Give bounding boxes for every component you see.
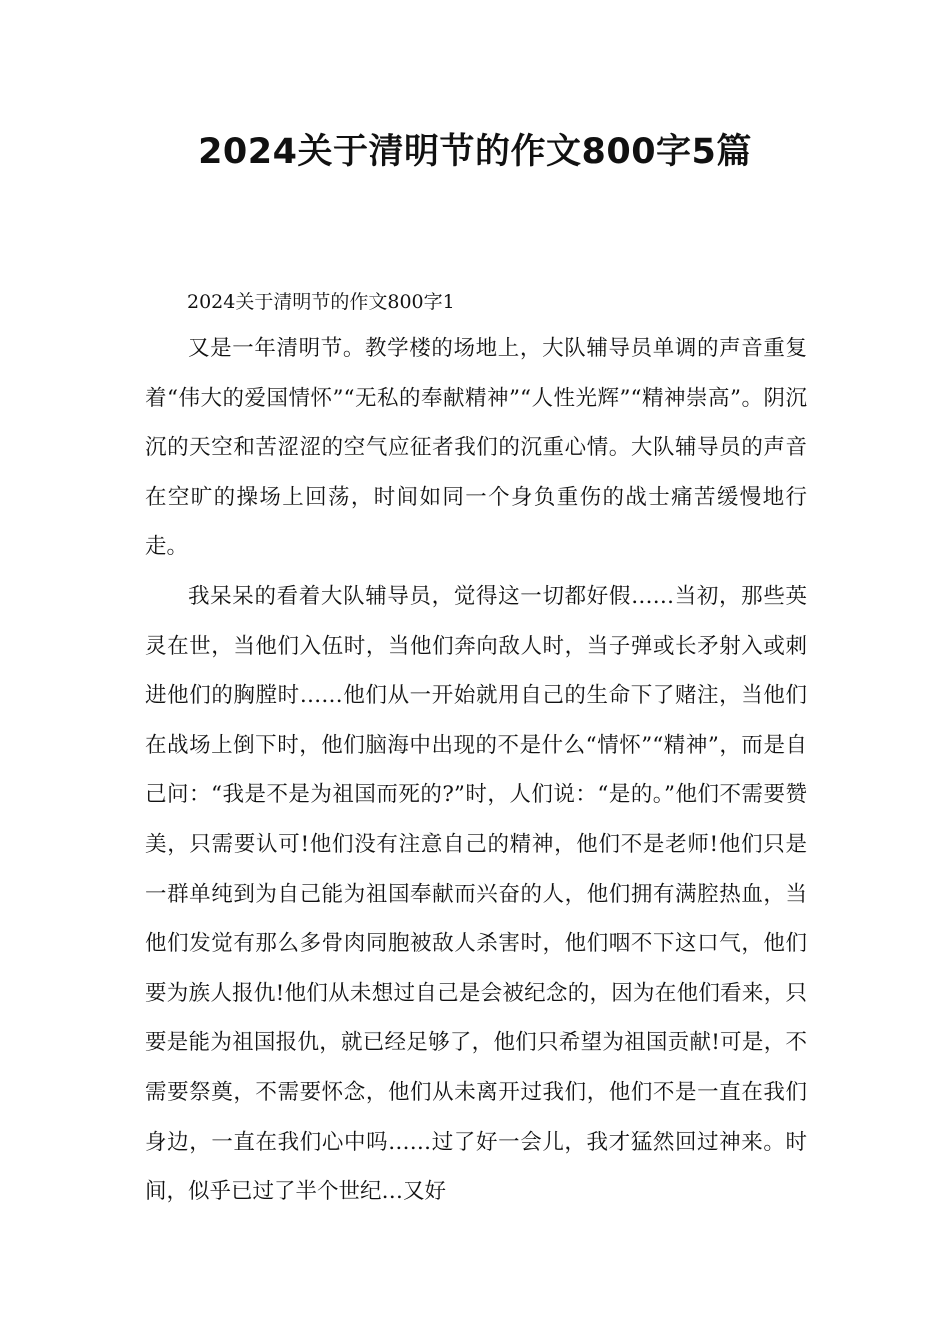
paragraph-2: 我呆呆的看着大队辅导员，觉得这一切都好假……当初，那些英灵在世，当他们入伍时，当他们奔向敌人时，当子弹或长矛射入或刺进他们的胸膛时……他们从一开始就用自己的生命下了赌注，当他们在战场上倒下时，他们脑海中出现的不是什么“情怀”“精神”，而是自己问：“我是不是为祖国而死的?”时，人们说：“是的。”他们不需要赞美，只需要认可!他们没有注意自己的精神，他们不是老师!他们只是一群单纯到为自己能为祖国奉献而兴奋的人，他们拥有满腔热血，当他们发觉有那么多骨肉同胞被敌人杀害时，他们咽不下这口气，他们要为族人报仇!他们从未想过自己是会被纪念的，因为在他们看来，只要是能为祖国报仇，就已经足够了，他们只希望为祖国贡献!可是，不需要祭奠，不需要怀念，他们从未离开过我们，他们不是一直在我们身边，一直在我们心中吗……过了好一会儿，我才猛然回过神来。时间，似乎已过了半个世纪…又好 [145,583,807,1205]
paragraph-1: 又是一年清明节。教学楼的场地上，大队辅导员单调的声音重复着“伟大的爱国情怀”“无私的奉献精神”“人性光辉”“精神崇高”。阴沉沉的天空和苦涩涩的空气应征者我们的沉重心情。大队辅导员的声音在空旷的操场上回荡，时间如同一个身负重伤的战士痛苦缓慢地行走。 [145,336,807,560]
document-title: 2024关于清明节的作文800字5篇 [198,132,752,172]
section-heading: 2024关于清明节的作文800字1 [187,291,455,313]
document-body [145,280,807,1217]
